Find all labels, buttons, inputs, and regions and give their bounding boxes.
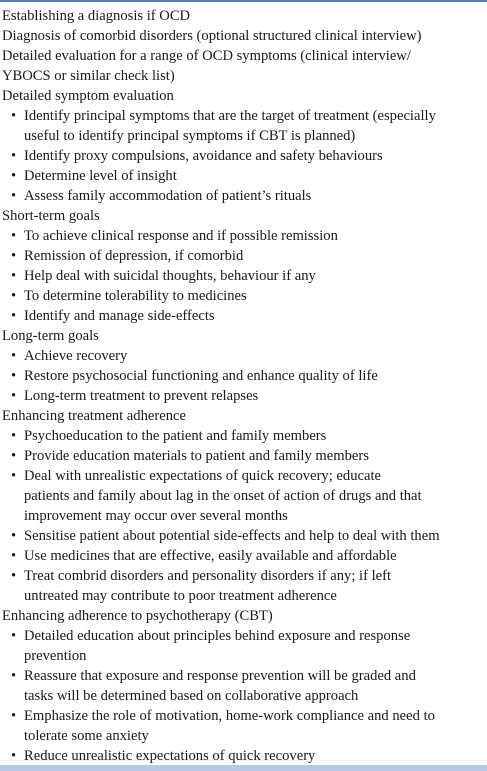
bullet-item bbox=[0, 626, 485, 646]
bullet-dot-icon: • bbox=[11, 108, 17, 124]
bullet-text: Remission of depression, if comorbid bbox=[24, 248, 244, 264]
bullet-item bbox=[0, 106, 485, 126]
bullet-dot-icon: • bbox=[11, 168, 17, 184]
bullet-text: Provide education materials to patient and family members bbox=[24, 448, 369, 464]
bullet-text-continued: tasks will be determined based on collaborative approach bbox=[24, 688, 359, 704]
bullet-item bbox=[0, 566, 485, 586]
table-body bbox=[0, 6, 485, 766]
bullet-item bbox=[0, 666, 485, 686]
bullet-text: Identify proxy compulsions, avoidance and safety behaviours bbox=[24, 148, 383, 164]
bullet-item bbox=[0, 346, 485, 366]
section-heading: Diagnosis of comorbid disorders (optional structured clinical interview) bbox=[2, 28, 422, 44]
bullet-dot-icon: • bbox=[11, 468, 17, 484]
bullet-dot-icon: • bbox=[11, 568, 17, 584]
bullet-text: Reassure that exposure and response prevention will be graded and bbox=[24, 668, 416, 684]
bullet-text-continued: tolerate some anxiety bbox=[24, 728, 149, 744]
bullet-text: Assess family accommodation of patient’s rituals bbox=[24, 188, 312, 204]
section-heading: Short-term goals bbox=[2, 208, 100, 224]
bullet-item bbox=[0, 546, 485, 566]
bullet-dot-icon: • bbox=[11, 188, 17, 204]
bullet-text: Long-term treatment to prevent relapses bbox=[24, 388, 259, 404]
bullet-text: Help deal with suicidal thoughts, behaviour if any bbox=[24, 268, 316, 284]
bullet-dot-icon: • bbox=[11, 228, 17, 244]
bullet-item bbox=[0, 386, 485, 406]
bullet-text: Determine level of insight bbox=[24, 168, 177, 184]
bullet-text: Identify principal symptoms that are the target of treatment (especially bbox=[24, 108, 436, 124]
bullet-item bbox=[0, 266, 485, 286]
section-heading: Establishing a diagnosis if OCD bbox=[2, 8, 191, 24]
bullet-text-continued: patients and family about lag in the onset of action of drugs and that bbox=[24, 488, 422, 504]
bullet-text: Use medicines that are effective, easily available and affordable bbox=[24, 548, 397, 564]
bullet-dot-icon: • bbox=[11, 448, 17, 464]
section-heading-continued: YBOCS or similar check list) bbox=[2, 68, 175, 84]
bullet-dot-icon: • bbox=[11, 548, 17, 564]
bullet-item bbox=[0, 526, 485, 546]
bullet-text: Treat combrid disorders and personality disorders if any; if left bbox=[24, 568, 392, 584]
section-heading: Detailed evaluation for a range of OCD symptoms (clinical interview/ bbox=[2, 48, 411, 64]
bullet-item bbox=[0, 306, 485, 326]
bullet-dot-icon: • bbox=[11, 268, 17, 284]
bullet-text: To achieve clinical response and if possible remission bbox=[24, 228, 338, 244]
bullet-text-continued: prevention bbox=[24, 648, 87, 664]
bullet-dot-icon: • bbox=[11, 368, 17, 384]
bullet-dot-icon: • bbox=[11, 148, 17, 164]
bullet-dot-icon: • bbox=[11, 628, 17, 644]
section-heading: Detailed symptom evaluation bbox=[2, 88, 174, 104]
bullet-text: Deal with unrealistic expectations of quick recovery; educate bbox=[24, 468, 381, 484]
bullet-dot-icon: • bbox=[11, 428, 17, 444]
bullet-item bbox=[0, 246, 485, 266]
bullet-text: Restore psychosocial functioning and enhance quality of life bbox=[24, 368, 378, 384]
bullet-text: Sensitise patient about potential side-effects and help to deal with them bbox=[24, 528, 440, 544]
bullet-item bbox=[0, 146, 485, 166]
bullet-item bbox=[0, 226, 485, 246]
bullet-item bbox=[0, 706, 485, 726]
bullet-text-continued: untreated may contribute to poor treatment adherence bbox=[24, 588, 337, 604]
bullet-dot-icon: • bbox=[11, 248, 17, 264]
section-heading: Enhancing treatment adherence bbox=[2, 408, 186, 424]
bullet-dot-icon: • bbox=[11, 668, 17, 684]
bullet-text: To determine tolerability to medicines bbox=[24, 288, 247, 304]
bullet-text: Detailed education about principles behind exposure and response bbox=[24, 628, 411, 644]
bullet-dot-icon: • bbox=[11, 348, 17, 364]
table-bottom-rule bbox=[0, 765, 487, 771]
bullet-text: Reduce unrealistic expectations of quick recovery bbox=[24, 748, 316, 764]
bullet-dot-icon: • bbox=[11, 708, 17, 724]
bullet-item bbox=[0, 186, 485, 206]
section-heading: Long-term goals bbox=[2, 328, 99, 344]
bullet-text: Identify and manage side-effects bbox=[24, 308, 215, 324]
bullet-item bbox=[0, 426, 485, 446]
bullet-text-continued: useful to identify principal symptoms if CBT is planned) bbox=[24, 128, 356, 144]
bullet-text-continued: improvement may occur over several months bbox=[24, 508, 288, 524]
bullet-dot-icon: • bbox=[11, 748, 17, 764]
bullet-text: Achieve recovery bbox=[24, 348, 128, 364]
bullet-item bbox=[0, 746, 485, 766]
table-top-rule bbox=[0, 0, 487, 2]
bullet-item bbox=[0, 286, 485, 306]
bullet-item bbox=[0, 166, 485, 186]
bullet-item bbox=[0, 446, 485, 466]
bullet-dot-icon: • bbox=[11, 528, 17, 544]
bullet-item bbox=[0, 366, 485, 386]
bullet-dot-icon: • bbox=[11, 288, 17, 304]
bullet-text: Emphasize the role of motivation, home-work compliance and need to bbox=[24, 708, 435, 724]
section-heading: Enhancing adherence to psychotherapy (CBT) bbox=[2, 608, 273, 624]
bullet-dot-icon: • bbox=[11, 388, 17, 404]
bullet-dot-icon: • bbox=[11, 308, 17, 324]
bullet-item bbox=[0, 466, 485, 486]
bullet-text: Psychoeducation to the patient and family members bbox=[24, 428, 327, 444]
